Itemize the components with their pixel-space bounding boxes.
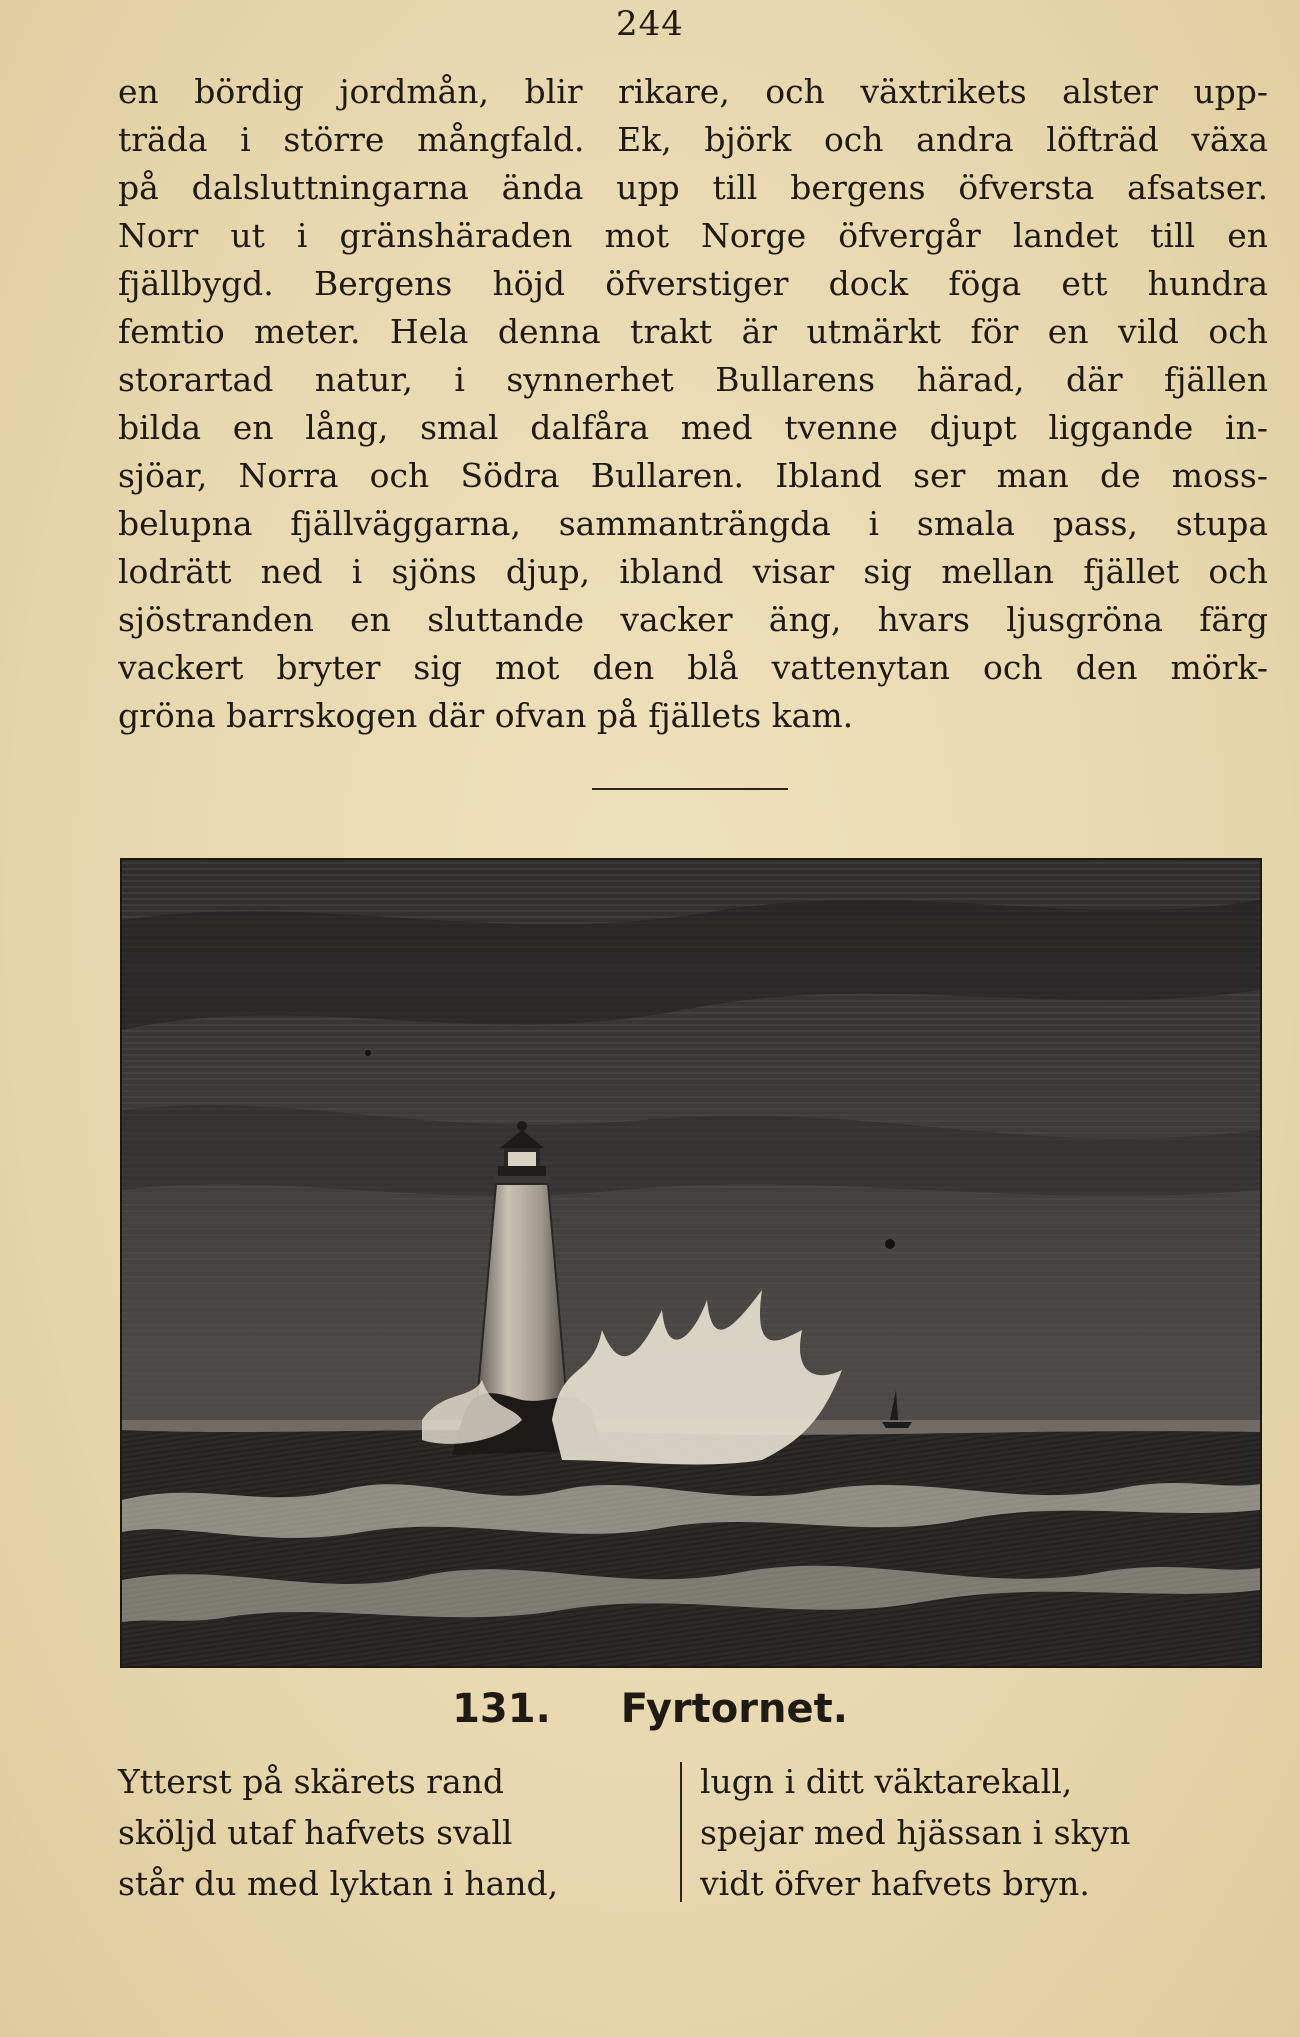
body-paragraph [118, 68, 1268, 740]
stanza-left [118, 1756, 558, 1909]
paragraph-line: sjöstranden en sluttande vacker äng, hvars ljusgröna färg [118, 600, 1268, 639]
page-number: 244 [616, 4, 684, 44]
stanza-right [700, 1756, 1131, 1909]
paragraph-line: belupna fjällväggarna, sammanträngda i smala pass, stupa [118, 504, 1268, 543]
paragraph-line: fjällbygd. Bergens höjd öfverstiger dock föga ett hundra [118, 264, 1268, 303]
bird-speck [365, 1050, 371, 1056]
section-rule [592, 788, 788, 790]
lighthouse-illustration [120, 858, 1262, 1668]
poem-line: sköljd utaf hafvets svall [118, 1813, 513, 1852]
paragraph-line: gröna barrskogen där ofvan på fjällets kam. [118, 696, 854, 735]
poem-title: Fyrtornet. [620, 1686, 848, 1732]
paragraph-line: Norr ut i gränshäraden mot Norge öfvergår landet till en [118, 216, 1268, 255]
paragraph-line: lodrätt ned i sjöns djup, ibland visar sig mellan fjället och [118, 552, 1268, 591]
poem-number: 131. [452, 1686, 551, 1732]
poem-line: Ytterst på skärets rand [118, 1762, 505, 1801]
paragraph-line: på dalsluttningarna ända upp till bergens öfversta afsatser. [118, 168, 1268, 207]
paragraph-line: storartad natur, i synnerhet Bullarens härad, där fjällen [118, 360, 1268, 399]
poem-line: står du med lyktan i hand, [118, 1864, 559, 1903]
paragraph-line: träda i större mångfald. Ek, björk och andra löfträd växa [118, 120, 1268, 159]
poem-line: spejar med hjässan i skyn [700, 1813, 1131, 1852]
column-divider [680, 1762, 682, 1902]
paragraph-line: vackert bryter sig mot den blå vattenytan och den mörk- [118, 648, 1268, 687]
paragraph-line: bilda en lång, smal dalfåra med tvenne djupt liggande in- [118, 408, 1268, 447]
paragraph-line: en bördig jordmån, blir rikare, och växtrikets alster upp- [118, 72, 1268, 111]
poem-heading [0, 1686, 1300, 1732]
poem-line: vidt öfver hafvets bryn. [700, 1864, 1090, 1903]
bird-speck [885, 1239, 895, 1249]
paragraph-line: sjöar, Norra och Södra Bullaren. Ibland ser man de moss- [118, 456, 1268, 495]
paragraph-line: femtio meter. Hela denna trakt är utmärkt för en vild och [118, 312, 1268, 351]
poem-line: lugn i ditt väktarekall, [700, 1762, 1073, 1801]
lighthouse-engraving [122, 860, 1260, 1666]
